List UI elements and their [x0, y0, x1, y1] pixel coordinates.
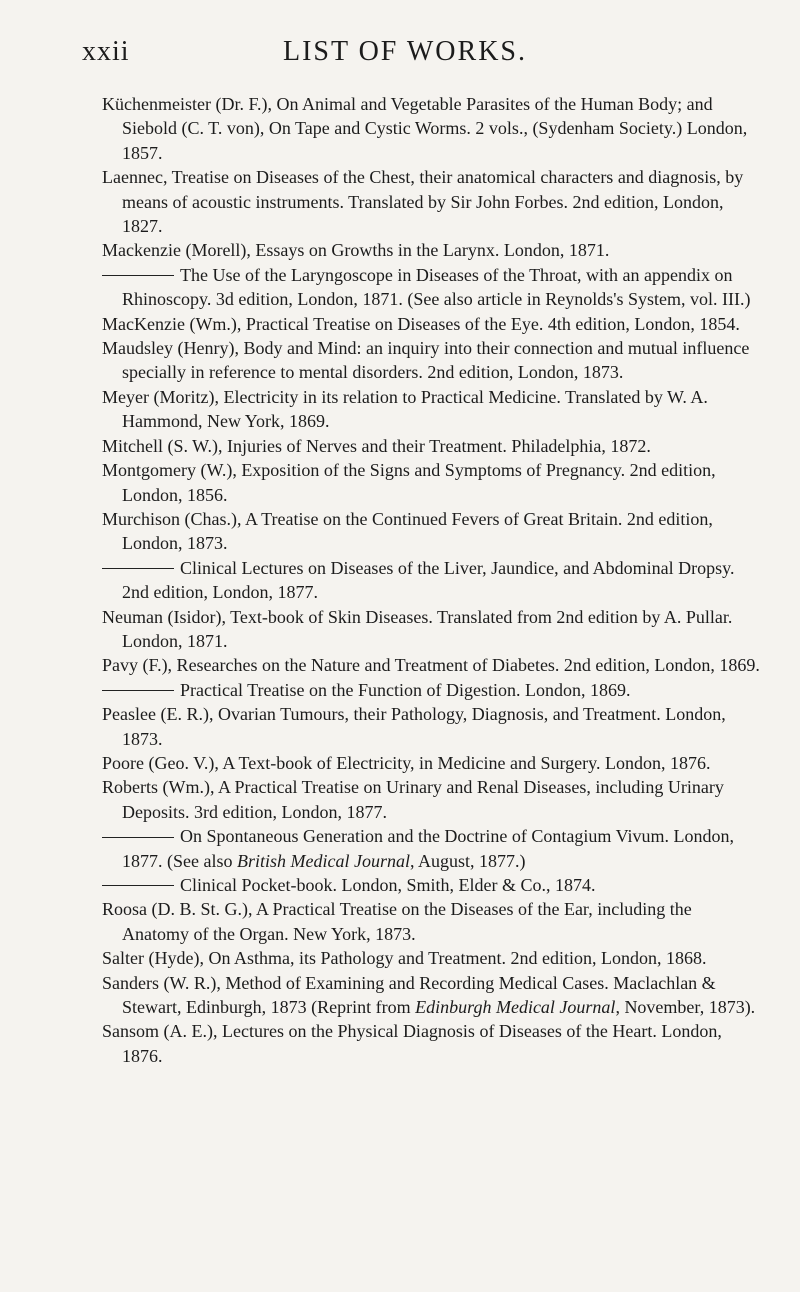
- ditto-dash: [102, 837, 174, 838]
- entry-text: Neuman (Isidor), Text-book of Skin Diseases. Translated from 2nd edition by A. Pullar. London, 1871.: [102, 606, 733, 651]
- bibliography-entry: [102, 971, 762, 1020]
- bibliography-entry: [102, 702, 762, 751]
- bibliography-entry: [102, 434, 762, 458]
- bibliography-entry-continuation: [102, 678, 762, 702]
- bibliography-entry: [102, 385, 762, 434]
- bibliography-entry: [102, 605, 762, 654]
- bibliography-entry: [102, 238, 762, 262]
- bibliography-entry: [102, 946, 762, 970]
- entry-text: Maudsley (Henry), Body and Mind: an inquiry into their connection and mutual influence specially in reference to mental disorders. 2nd edition, London, 1873.: [102, 338, 750, 383]
- ditto-dash: [102, 568, 174, 569]
- entry-text: Salter (Hyde), On Asthma, its Pathology and Treatment. 2nd edition, London, 1868.: [102, 948, 707, 969]
- entry-text: , August, 1877.): [409, 850, 526, 871]
- bibliography-entry: [102, 165, 762, 238]
- bibliography-entry: [102, 336, 762, 385]
- entry-text: Sansom (A. E.), Lectures on the Physical Diagnosis of Diseases of the Heart. London, 1876.: [102, 1021, 722, 1066]
- entry-text: Peaslee (E. R.), Ovarian Tumours, their Pathology, Diagnosis, and Treatment. London, 1873.: [102, 704, 726, 749]
- page-header: [82, 36, 728, 76]
- bibliography-entry: [102, 312, 762, 336]
- journal-title: British Medical Journal: [236, 850, 410, 871]
- bibliography-entry: [102, 751, 762, 775]
- ditto-dash: [102, 275, 174, 276]
- bibliography-entry: [102, 458, 762, 507]
- entry-text: Mitchell (S. W.), Injuries of Nerves and their Treatment. Philadelphia, 1872.: [102, 435, 651, 456]
- entry-text: Roberts (Wm.), A Practical Treatise on Urinary and Renal Diseases, including Urinary Deposits. 3rd edition, London, 1877.: [102, 777, 724, 822]
- entry-text: Poore (Geo. V.), A Text-book of Electricity, in Medicine and Surgery. London, 1876.: [102, 752, 711, 773]
- bibliography-entry: [102, 775, 762, 824]
- bibliography-list: [102, 92, 762, 1068]
- entry-text: Mackenzie (Morell), Essays on Growths in the Larynx. London, 1871.: [102, 240, 610, 261]
- entry-text: Meyer (Moritz), Electricity in its relation to Practical Medicine. Translated by W. A. Hammond, New York, 1869.: [102, 386, 708, 432]
- entry-text: Clinical Lectures on Diseases of the Liver, Jaundice, and Abdominal Dropsy. 2nd edition, London, 1877.: [122, 557, 735, 603]
- bibliography-entry: [102, 92, 762, 165]
- entry-text: Roosa (D. B. St. G.), A Practical Treatise on the Diseases of the Ear, including the Anatomy of the Organ. New York, 1873.: [102, 899, 692, 944]
- bibliography-entry: [102, 507, 762, 556]
- entry-text: Küchenmeister (Dr. F.), On Animal and Vegetable Parasites of the Human Body; and Siebold (C. T. von), On Tape and Cystic Worms. 2 vols., (Sydenham Society.) London, 1857.: [102, 94, 748, 163]
- entry-text: Practical Treatise on the Function of Digestion. London, 1869.: [180, 679, 631, 700]
- bibliography-entry-continuation: [102, 824, 762, 873]
- entry-text: Sanders (W. R.), Method of Examining and Recording Medical Cases. Maclachlan & Stewart, Edinburgh, 1873 (Reprint from: [102, 972, 716, 1018]
- entry-text: , November, 1873).: [615, 997, 756, 1018]
- entry-text: MacKenzie (Wm.), Practical Treatise on Diseases of the Eye. 4th edition, London, 1854.: [102, 313, 740, 334]
- entry-text: Pavy (F.), Researches on the Nature and Treatment of Diabetes. 2nd edition, London, 1869.: [102, 655, 760, 676]
- entry-text: Clinical Pocket-book. London, Smith, Elder & Co., 1874.: [180, 875, 596, 895]
- bibliography-entry: [102, 897, 762, 946]
- bibliography-entry: [102, 1019, 762, 1068]
- entry-text: Murchison (Chas.), A Treatise on the Continued Fevers of Great Britain. 2nd edition, London, 1873.: [102, 508, 713, 554]
- bibliography-entry-continuation: [102, 556, 762, 605]
- entry-text: On Spontaneous Generation and the Doctrine of Contagium Vivum. London, 1877. (See also: [122, 826, 734, 871]
- ditto-dash: [102, 885, 174, 886]
- page-number: xxii: [82, 36, 130, 67]
- running-head: LIST OF WORKS.: [282, 36, 527, 67]
- entry-text: The Use of the Laryngoscope in Diseases of the Throat, with an appendix on Rhinoscopy. 3d edition, London, 1871. (See also article in Reynolds's System, vol. III.): [122, 264, 751, 310]
- bibliography-entry-continuation: [102, 873, 762, 897]
- journal-title: Edinburgh Medical Journal: [415, 997, 616, 1018]
- entry-text: Montgomery (W.), Exposition of the Signs and Symptoms of Pregnancy. 2nd edition, London, 1856.: [102, 460, 716, 505]
- ditto-dash: [102, 690, 174, 691]
- bibliography-entry: [102, 653, 762, 677]
- bibliography-entry-continuation: [102, 263, 762, 312]
- entry-text: Laennec, Treatise on Diseases of the Chest, their anatomical characters and diagnosis, by means of acoustic instruments. Translated by Sir John Forbes. 2nd edition, London, 1827.: [102, 167, 744, 237]
